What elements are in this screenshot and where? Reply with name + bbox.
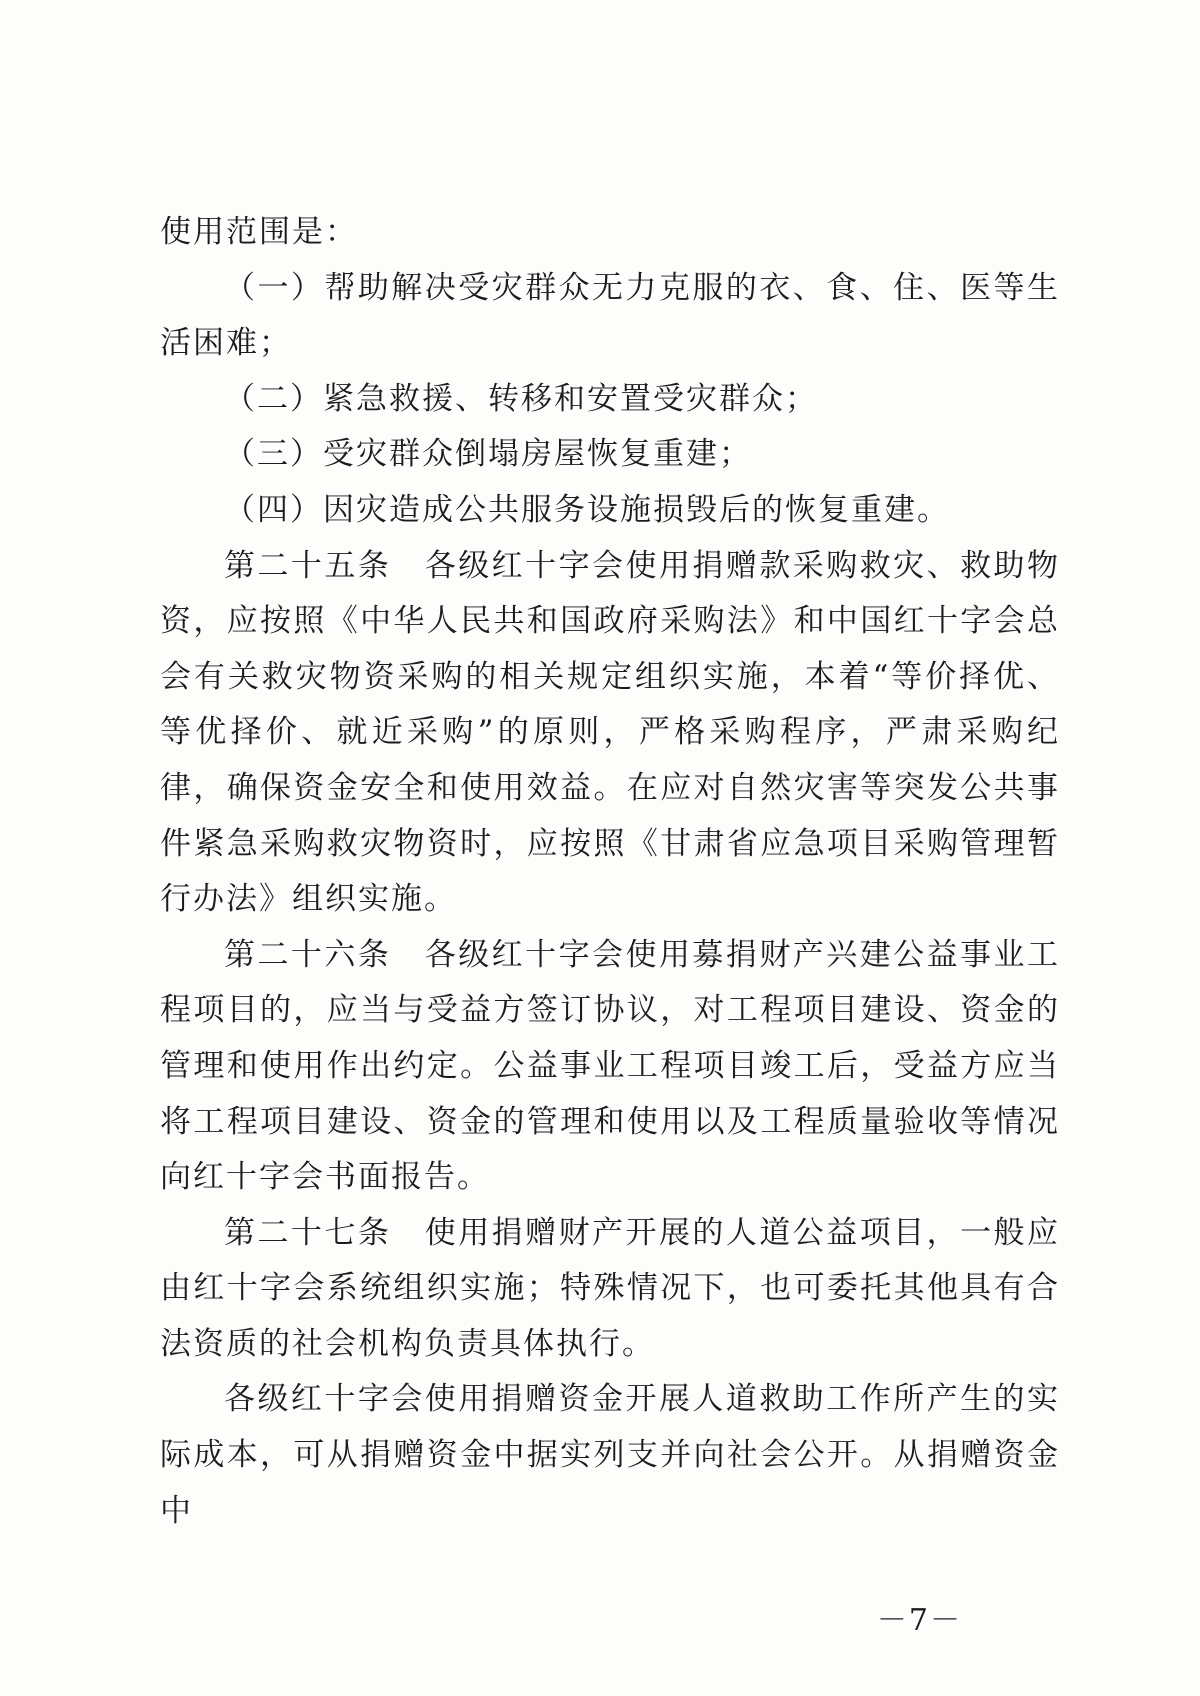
paragraph-item-3: （三）受灾群众倒塌房屋恢复重建； (224, 436, 752, 473)
page-number: －7－ (876, 1603, 962, 1638)
paragraph-article-26: 第二十六条 各级红十字会使用募捐财产兴建公益事业工程项目的，应当与受益方签订协议，对工程项目建设、资金的管理和使用作出约定。公益事业工程项目竣工后，受益方应当将工程项目建设、资金的管理和使用以及工程质量验收等情况向红十字会书面报告。 (160, 936, 1060, 1196)
paragraph-scope-intro: 使用范围是： (160, 214, 358, 250)
paragraph-cost-note: 各级红十字会使用捐赠资金开展人道救助工作所产生的实际成本，可从捐赠资金中据实列支并向社会公开。从捐赠资金中 (160, 1381, 1060, 1529)
paragraph-article-25: 第二十五条 各级红十字会使用捐赠款采购救灾、救助物资，应按照《中华人民共和国政府采购法》和中国红十字会总会有关救灾物资采购的相关规定组织实施，本着“等价择优、等优择价、就近采购”的原则，严格采购程序，严肃采购纪律，确保资金安全和使用效益。在应对自然灾害等突发公共事件紧急采购救灾物资时，应按照《甘肃省应急项目采购管理暂行办法》组织实施。 (160, 547, 1060, 918)
document-body (160, 205, 1060, 1539)
paragraph-article-27: 第二十七条 使用捐赠财产开展的人道公益项目，一般应由红十字会系统组织实施；特殊情况下，也可委托其他具有合法资质的社会机构负责具体执行。 (160, 1214, 1060, 1362)
paragraph-item-2: （二）紧急救援、转移和安置受灾群众； (224, 380, 818, 417)
paragraph-item-4: （四）因灾造成公共服务设施损毁后的恢复重建。 (224, 491, 950, 528)
paragraph-item-1: （一）帮助解决受灾群众无力克服的衣、食、住、医等生活困难； (160, 269, 1060, 362)
